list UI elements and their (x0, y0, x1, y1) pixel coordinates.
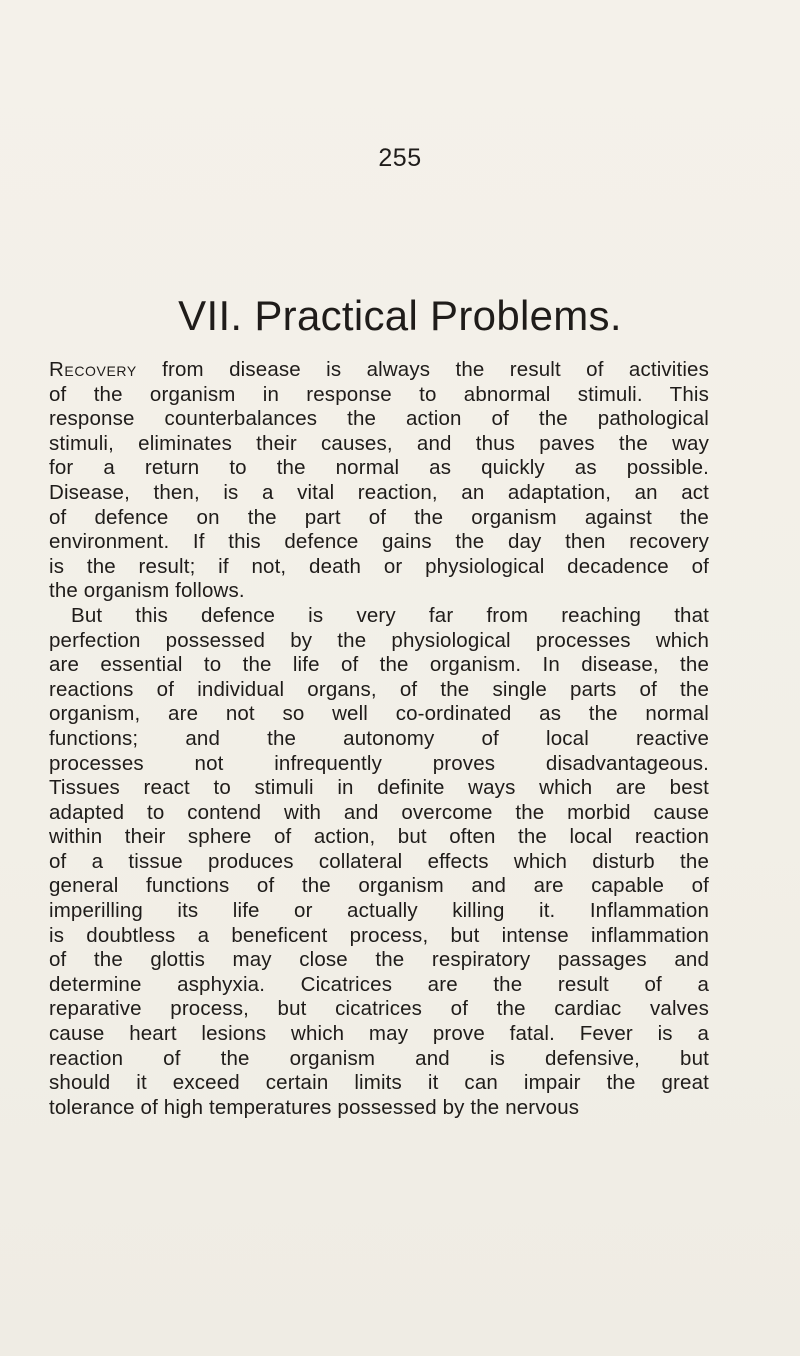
text-line: But this defence is very far from reaching that (71, 603, 709, 627)
chapter-title: VII. Practical Problems. (178, 292, 622, 339)
text-line: is the result; if not, death or physiological decadence of (49, 554, 709, 578)
text-line: determine asphyxia. Cicatrices are the result of a (49, 972, 709, 996)
text-line-content: from disease is always the result of activities (136, 358, 709, 381)
text-line: imperilling its life or actually killing it. Inflammation (49, 899, 709, 923)
text-line: reactions of individual organs, of the single parts of the (49, 677, 709, 701)
text-line: of a tissue produces collateral effects which disturb the (49, 849, 709, 873)
text-line: should it exceed certain limits it can impair the great (49, 1071, 709, 1095)
text-line: organism, are not so well co-ordinated as the normal (49, 702, 709, 726)
text-line: response counterbalances the action of the pathological (49, 407, 709, 431)
text-line: the organism follows. (49, 579, 245, 603)
text-line: Tissues react to stimuli in definite ways which are best (49, 776, 709, 800)
text-line: of the glottis may close the respiratory passages and (49, 948, 709, 972)
page-number: 255 (378, 144, 422, 172)
text-line: processes not infrequently proves disadvantageous. (49, 751, 709, 775)
body-text (49, 358, 709, 1120)
text-line: of the organism in response to abnormal stimuli. This (49, 382, 709, 406)
text-line: are essential to the life of the organism. In disease, the (49, 653, 709, 677)
text-line: tolerance of high temperatures possessed by the nervous (49, 1095, 580, 1119)
text-line: perfection possessed by the physiological processes which (49, 628, 709, 652)
text-line: within their sphere of action, but often the local reaction (49, 825, 709, 849)
text-line: cause heart lesions which may prove fatal. Fever is a (49, 1022, 709, 1046)
text-line: general functions of the organism and are capable of (49, 874, 709, 898)
text-line: stimuli, eliminates their causes, and thus paves the way (49, 431, 709, 455)
text-line: functions; and the autonomy of local reactive (49, 726, 709, 750)
text-line: adapted to contend with and overcome the morbid cause (49, 800, 709, 824)
text-line (49, 358, 709, 383)
text-line: for a return to the normal as quickly as possible. (49, 456, 709, 480)
lead-word: Recovery (49, 358, 137, 381)
text-line: Disease, then, is a vital reaction, an adaptation, an act (49, 480, 709, 504)
text-line: environment. If this defence gains the day then recovery (49, 530, 709, 554)
text-line: is doubtless a beneficent process, but intense inflammation (49, 923, 709, 947)
text-line: reaction of the organism and is defensive, but (49, 1046, 709, 1070)
text-line: of defence on the part of the organism against the (49, 505, 709, 529)
text-line: reparative process, but cicatrices of the cardiac valves (49, 997, 709, 1021)
